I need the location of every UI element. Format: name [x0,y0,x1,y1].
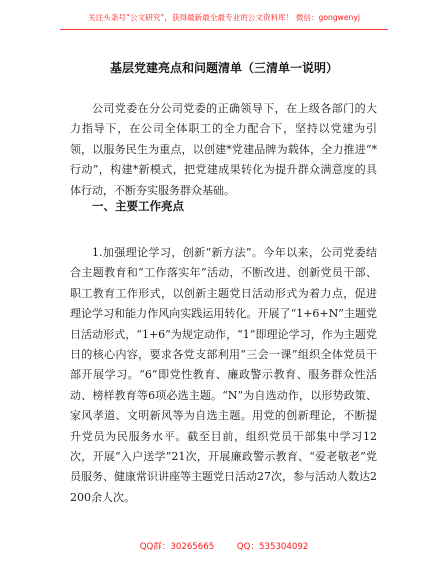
qq-group-text: QQ群：30265665 [139,542,215,552]
intro-paragraph: 公司党委在分公司党委的正确领导下，在上级各部门的大力指导下，在公司全体职工的全力配合下，坚持以党建为引领，以服务民生为重点，以创建*党建品牌为载体，全力推进“*行动”，构建*新模式，把党建成果转化为提升群众满意度的具体行动，不断夯实服务群众基础。 [70,102,377,197]
contact-footer [0,541,448,553]
document-title: 基层党建亮点和问题清单（三清单一说明） [109,61,338,75]
section-heading: 一、主要工作亮点 [92,199,184,213]
header-divider [60,29,388,30]
body-paragraph: 1.加强理论学习，创新“新方法”。今年以来，公司党委结合主题教育和“工作落实年”活动，不断改进、创新党员干部、职工教育工作形式，以创新主题党日活动形式为着力点，促进理论学习和能力作风向实践运用转化。开展了“1+6+N”主题党日活动形式，“1+6”为规定动作，“1”即理论学习，作为主题党日的核心内容，要求各党支部利用“三会一课”组织全体党员干部开展学习。“6”即党性教育、廉政警示教育、服务群众性活动、榜样教育等6项必选主题。“N”为自选动作，以形势政策、家风孝道、文明新风等为自选主题。用党的创新理论，不断提升党员为民服务水平。截至目前，组织党员干部集中学习12次，开展“入户送学”21次，开展廉政警示教育、“爱老敬老”党员服务、健康常识讲座等主题党日活动27次，参与活动人数达2200余人次。 [70,246,377,504]
qq-text: QQ：535304092 [236,542,309,552]
promo-header: 关注头条号“公文研究”，获得最新最全最专业的公文资料库！ 微信：gongwenyj [88,13,360,22]
